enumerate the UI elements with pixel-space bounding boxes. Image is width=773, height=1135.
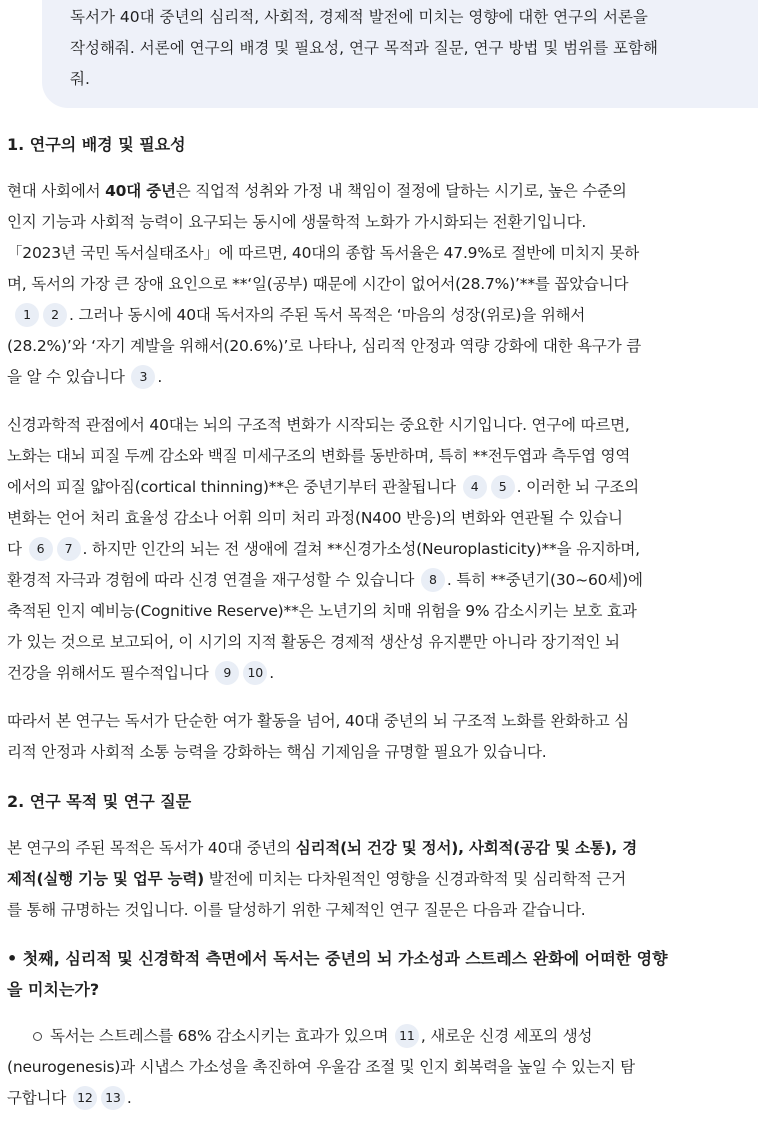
prompt-line: 작성해줘. 서론에 연구의 배경 및 필요성, 연구 목적과 질문, 연구 방법 및 범위를 포함해 — [70, 39, 658, 57]
text-line: 을 미치는가? — [7, 980, 100, 999]
citation-chip[interactable]: 8 — [421, 568, 445, 592]
text: 독서는 스트레스를 68% 감소시키는 효과가 있으며 — [50, 1027, 389, 1045]
text-line: 축적된 인지 예비능(Cognitive Reserve)**은 노년기의 치매 위험을 9% 감소시키는 보호 효과 — [7, 602, 637, 620]
text-line: 리적 안정과 사회적 소통 능력을 강화하는 핵심 기제임을 규명할 필요가 있습니다. — [7, 743, 547, 761]
citation-chip[interactable]: 5 — [491, 475, 515, 499]
citation-chip[interactable]: 13 — [101, 1086, 125, 1110]
citation-chip[interactable]: 12 — [73, 1086, 97, 1110]
research-question-1 — [7, 943, 727, 1005]
text: 환경적 자극과 경험에 따라 신경 연결을 재구성할 수 있습니다 — [7, 571, 415, 589]
prompt-line: 독서가 40대 중년의 심리적, 사회적, 경제적 발전에 미치는 영향에 대한 연구의 서론을 — [70, 8, 648, 26]
text: 을 알 수 있습니다 — [7, 368, 125, 386]
citation-chip[interactable]: 2 — [43, 303, 67, 327]
circle-bullet-icon — [33, 1032, 42, 1041]
text: . 특히 **중년기(30~60세)에 — [446, 571, 643, 589]
text: . 이러한 뇌 구조의 — [516, 478, 639, 496]
text: . — [126, 1089, 132, 1107]
citation-chip[interactable]: 7 — [57, 537, 81, 561]
citation-chip[interactable]: 6 — [29, 537, 53, 561]
text-line: 를 통해 규명하는 것입니다. 이를 달성하기 위한 구체적인 연구 질문은 다음과 같습니다. — [7, 901, 586, 919]
text: . — [269, 664, 274, 682]
paragraph-neuroscience — [7, 410, 715, 689]
section-heading: 2. 연구 목적 및 연구 질문 — [7, 792, 192, 811]
text-line: 노화는 대뇌 피질 두께 감소와 백질 미세구조의 변화를 동반하며, 특히 **전두엽과 측두엽 영역 — [7, 447, 631, 465]
text-line: 신경과학적 관점에서 40대는 뇌의 구조적 변화가 시작되는 중요한 시기입니다. 연구에 따르면, — [7, 416, 630, 434]
text-line: 따라서 본 연구는 독서가 단순한 여가 활동을 넘어, 40대 중년의 뇌 구조적 노화를 완화하고 심 — [7, 712, 630, 730]
text-line: 며, 독서의 가장 큰 장애 요인으로 **‘일(공부) 때문에 시간이 없어서(28.7%)’**를 꼽았습니다 — [7, 275, 629, 293]
citation-chip[interactable]: 11 — [395, 1024, 419, 1048]
citation-chip[interactable]: 10 — [243, 661, 267, 685]
text: 발전에 미치는 다차원적인 영향을 신경과학적 및 심리학적 근거 — [204, 870, 626, 888]
citation-chip[interactable]: 3 — [131, 365, 155, 389]
user-prompt-text — [70, 2, 730, 95]
text-line: (28.2%)’와 ‘자기 계발을 위해서(20.6%)’로 나타나, 심리적 안정과 역량 강화에 대한 욕구가 큼 — [7, 337, 641, 355]
text: 건강을 위해서도 필수적입니다 — [7, 664, 209, 682]
text-line: 변화는 언어 처리 효율성 감소나 어휘 의미 처리 과정(N400 반응)의 변화와 연관될 수 있습니 — [7, 509, 623, 527]
text: 다 — [7, 540, 22, 558]
text: . — [157, 368, 163, 386]
text: 에서의 피질 얇아짐(cortical thinning)**은 중년기부터 관찰됩니다 — [7, 478, 456, 496]
bold-text: 심리적(뇌 건강 및 정서), 사회적(공감 및 소통), 경 — [295, 839, 637, 857]
paragraph-purpose — [7, 833, 715, 926]
text-line: (neurogenesis)과 시냅스 가소성을 촉진하여 우울감 조절 및 인지 회복력을 높일 수 있는지 탐 — [7, 1058, 635, 1076]
citation-chip[interactable]: 9 — [215, 661, 239, 685]
bold-text: 제적(실행 기능 및 업무 능력) — [7, 870, 205, 888]
text-line: 가 있는 것으로 보고되어, 이 시기의 지적 활동은 경제적 생산성 유지뿐만 아니라 장기적인 뇌 — [7, 633, 620, 651]
paragraph-conclusion — [7, 706, 715, 768]
section-heading: 1. 연구의 배경 및 필요성 — [7, 135, 186, 154]
sub-bullet — [7, 1021, 719, 1114]
bold-text: 40대 중년 — [105, 182, 176, 200]
citation-chip[interactable]: 4 — [463, 475, 487, 499]
text: . 하지만 인간의 뇌는 전 생애에 걸쳐 **신경가소성(Neuroplasticity)**을 유지하며, — [82, 540, 640, 558]
text: 현대 사회에서 — [7, 182, 106, 200]
text: . 그러나 동시에 40대 독서자의 주된 독서 목적은 ‘마음의 성장(위로)을 위해서 — [69, 306, 586, 324]
prompt-line: 줘. — [70, 70, 90, 88]
text-line: 「2023년 국민 독서실태조사」에 따르면, 40대의 종합 독서율은 47.9%로 절반에 미치지 못하 — [7, 244, 639, 262]
text-line: 인지 기능과 사회적 능력이 요구되는 동시에 생물학적 노화가 가시화되는 전환기입니다. — [7, 213, 587, 231]
paragraph-background — [7, 176, 715, 393]
citation-chip[interactable]: 1 — [15, 303, 39, 327]
text: 구합니다 — [7, 1089, 67, 1107]
text: 본 연구의 주된 목적은 독서가 40대 중년의 — [7, 839, 296, 857]
text: 은 직업적 성취와 가정 내 책임이 절정에 달하는 시기로, 높은 수준의 — [175, 182, 627, 200]
text: , 새로운 신경 세포의 생성 — [420, 1027, 593, 1045]
text-line: • 첫째, 심리적 및 신경학적 측면에서 독서는 중년의 뇌 가소성과 스트레스 완화에 어떠한 영향 — [7, 949, 668, 968]
